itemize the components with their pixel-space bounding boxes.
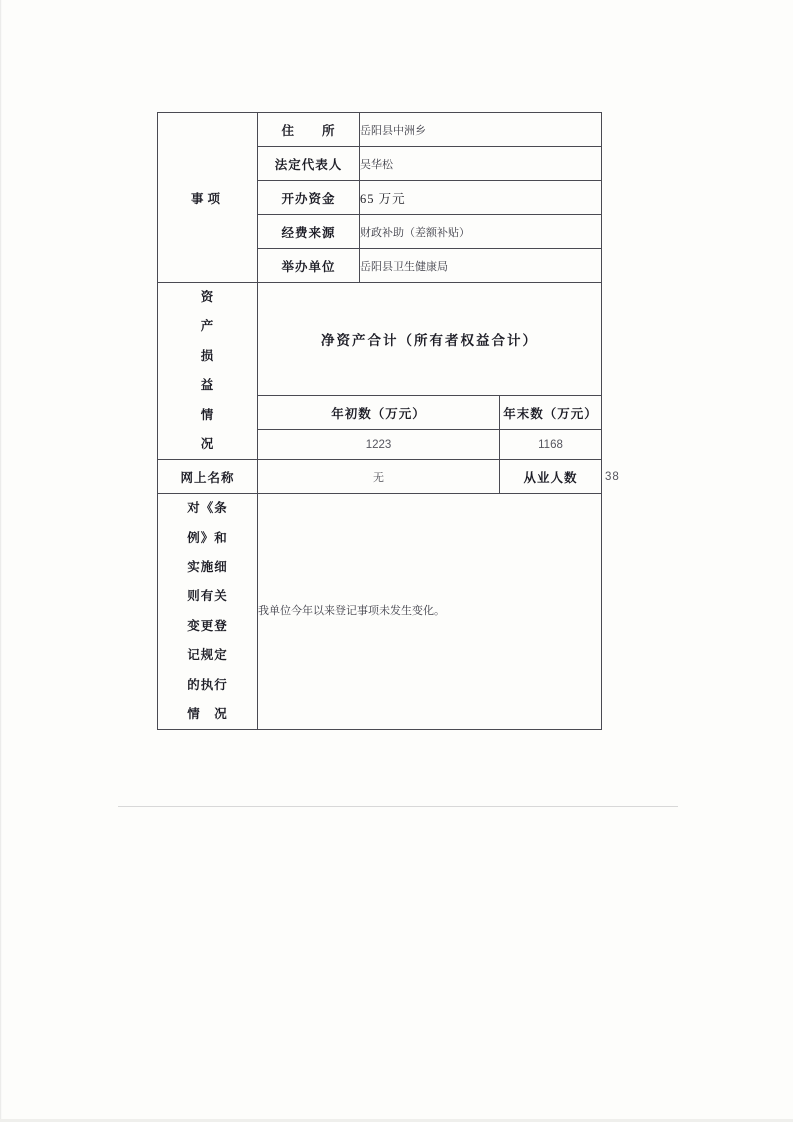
row-value-sponsor-unit: 岳阳县卫生健康局 bbox=[360, 249, 602, 283]
row-label-startup-capital: 开办资金 bbox=[258, 181, 360, 215]
row-value-legal-rep: 吴华松 bbox=[360, 147, 602, 181]
regulation-label-char: 情 况 bbox=[187, 706, 228, 721]
row-label-online-name: 网上名称 bbox=[158, 460, 258, 494]
col-header-year-start: 年初数（万元） bbox=[258, 396, 500, 430]
table-row bbox=[158, 283, 602, 396]
row-value-online-name: 无 bbox=[258, 460, 500, 494]
regulation-label-char: 实施细 bbox=[187, 560, 228, 574]
regulation-label-char: 变更登 bbox=[187, 618, 228, 633]
row-label-address: 住 所 bbox=[258, 113, 360, 147]
assets-label-char: 益 bbox=[200, 378, 215, 393]
regulation-label-char: 记规定 bbox=[187, 648, 228, 663]
regulation-label-char: 对《条 bbox=[187, 501, 228, 516]
row-label-funding-source: 经费来源 bbox=[258, 215, 360, 249]
annual-report-table bbox=[157, 112, 620, 730]
value-year-end: 1168 bbox=[500, 430, 602, 460]
table-row bbox=[158, 494, 602, 730]
net-assets-title: 净资产合计（所有者权益合计） bbox=[258, 283, 602, 396]
row-value-funding-source: 财政补助（差额补贴） bbox=[360, 215, 602, 249]
assets-label-char: 损 bbox=[200, 348, 215, 363]
value-year-start: 1223 bbox=[258, 430, 500, 460]
regulation-label-char: 例》和 bbox=[187, 530, 228, 545]
table-row bbox=[158, 460, 602, 494]
row-value-startup-capital: 65 万元 bbox=[360, 181, 602, 215]
assets-label-char: 况 bbox=[200, 436, 215, 451]
row-label-legal-rep: 法定代表人 bbox=[258, 147, 360, 181]
row-label-sponsor-unit: 举办单位 bbox=[258, 249, 360, 283]
staff-label-text: 从业人数 bbox=[523, 470, 578, 485]
scan-artifact-line bbox=[118, 806, 678, 807]
assets-label-char: 产 bbox=[200, 319, 215, 334]
assets-label-char: 资 bbox=[200, 290, 215, 304]
regulation-label-char: 则有关 bbox=[187, 589, 228, 604]
section-label-regulation bbox=[158, 494, 258, 730]
regulation-content: 我单位今年以来登记事项未发生变化。 bbox=[258, 494, 602, 730]
col-header-year-end: 年末数（万元） bbox=[500, 396, 602, 430]
assets-label-char: 情 bbox=[200, 407, 215, 422]
row-value-staff-count: 38 bbox=[605, 470, 620, 483]
section-label-assets bbox=[158, 283, 258, 460]
table-row bbox=[158, 113, 602, 147]
row-label-staff-count bbox=[500, 460, 620, 494]
row-value-address: 岳阳县中洲乡 bbox=[360, 113, 602, 147]
section-label-items: 事项 bbox=[158, 113, 258, 283]
scan-edge-left bbox=[0, 0, 2, 1122]
regulation-label-char: 的执行 bbox=[187, 677, 228, 692]
